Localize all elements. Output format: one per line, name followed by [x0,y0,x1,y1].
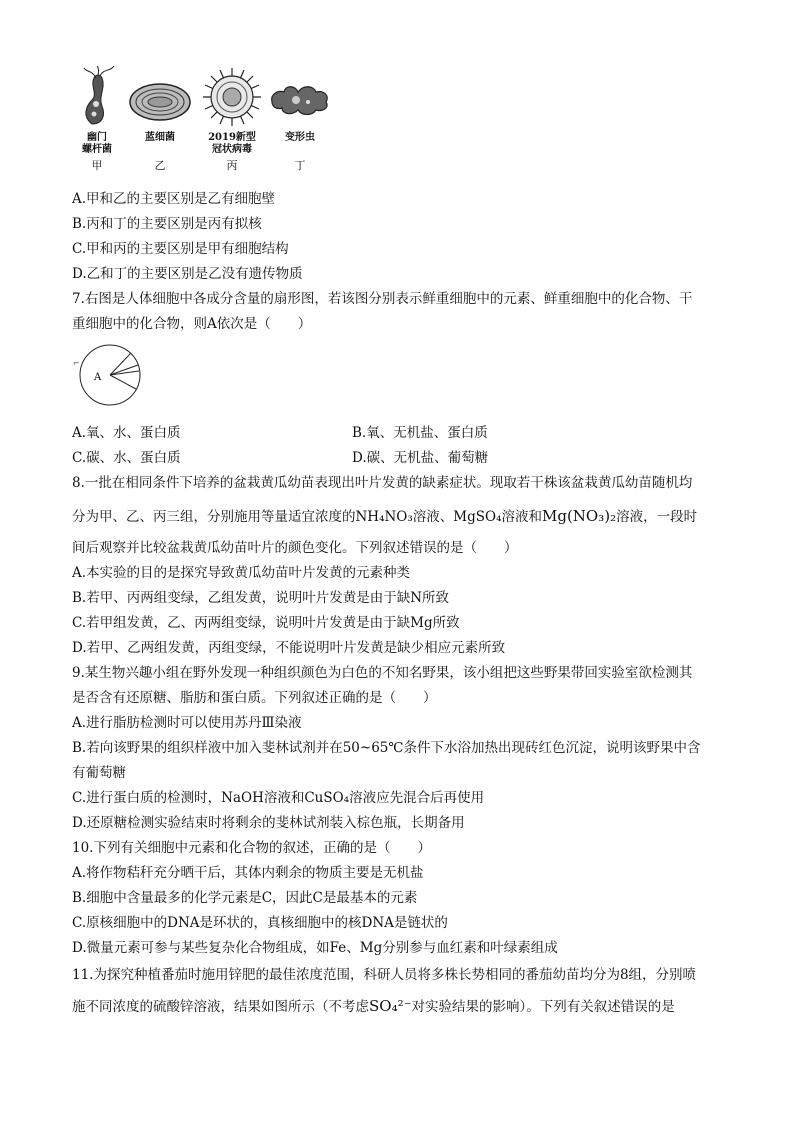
q10-option-c: C.原核细胞中的DNA是环状的，真核细胞中的核DNA是链状的 [72,915,448,931]
pie-label-a: A [94,372,102,383]
organism-bing [200,66,264,172]
q11-line2-text: 施不同浓度的硫酸锌溶液，结果如图所示（不考虑 [72,999,369,1015]
organism-label: 甲 [91,159,103,172]
q7-option-c: C.碳、水、蛋白质 [72,450,181,466]
organism-label: 丁 [294,159,306,172]
q8-line2-text-end: 溶液，一段时 [616,509,698,525]
organism-name: 2019新型 [208,132,256,143]
organism-ding [268,66,332,172]
organisms-figure [72,66,332,176]
q10-option-d: D.微量元素可参与某些复杂化合物组成，如Fe、Mg分别参与血红素和叶绿素组成 [72,940,558,956]
organism-name: 螺杆菌 [82,144,112,155]
q9-option-a: A.进行脂肪检测时可以使用苏丹Ⅲ染液 [72,715,302,731]
q7-option-b: B.氧、无机盐、蛋白质 [352,425,488,441]
q9-line2: 是否含有还原糖、脂肪和蛋白质。下列叙述正确的是（ ） [72,690,437,706]
organism-name: 幽门 [87,132,107,143]
q8-line2 [72,507,697,526]
cyanobacterium-icon [128,66,192,128]
q6-option-b: B.丙和丁的主要区别是丙有拟核 [72,216,262,232]
q8-option-b: B.若甲、丙两组变绿，乙组发黄，说明叶片发黄是由于缺N所致 [72,590,450,606]
q9-option-b: B.若向该野果的组织样液中加入斐林试剂并在50~65℃条件下水浴加热出现砖红色沉淀，说明该野果中含 [72,740,701,756]
q10-option-a: A.将作物秸秆充分晒干后，其体内剩余的物质主要是无机盐 [72,865,424,881]
organism-name: 变形虫 [285,132,315,143]
q11-line2 [72,997,675,1016]
pie-chart [72,344,152,406]
q8-line3: 间后观察并比较盆栽黄瓜幼苗叶片的颜色变化。下列叙述错误的是（ ） [72,540,518,556]
q7-option-d: D.碳、无机盐、葡萄糖 [352,450,489,466]
organism-yi [128,66,192,172]
amoeba-icon [268,66,332,128]
organism-label: 乙 [154,159,166,172]
pie-left-mark: ⌐ [73,359,80,368]
organism-name [268,144,332,156]
organism-jia [72,66,122,172]
q10-option-b: B.细胞中含量最多的化学元素是C，因此C是最基本的元素 [72,890,418,906]
q11-line1: 11.为探究种植番茄时施用锌肥的最佳浓度范围，科研人员将多株长势相同的番茄幼苗均分为8组，分别喷 [72,967,697,983]
helicobacter-icon [72,66,122,128]
q9-option-b-cont: 有葡萄糖 [72,765,126,781]
q11-line2-text-end: 对实验结果的影响）。下列有关叙述错误的是 [411,999,675,1015]
coronavirus-icon [200,66,264,128]
q7-option-a: A.氧、水、蛋白质 [72,425,181,441]
q6-option-d: D.乙和丁的主要区别是乙没有遗传物质 [72,266,303,282]
q9-option-d: D.还原糖检测实验结束时将剩余的斐林试剂装入棕色瓶，长期备用 [72,815,465,831]
organism-name: 冠状病毒 [212,144,252,155]
q8-line1: 8.一批在相同条件下培养的盆栽黄瓜幼苗表现出叶片发黄的缺素症状。现取若干株该盆栽黄瓜幼苗随机均 [72,475,693,491]
organism-name: 蓝细菌 [145,132,175,143]
organism-label: 丙 [226,159,238,172]
q6-option-c: C.甲和丙的主要区别是甲有细胞结构 [72,241,289,257]
sulfate-ion-formula: SO₄²⁻ [369,997,412,1015]
q8-option-a: A.本实验的目的是探究导致黄瓜幼苗叶片发黄的元素种类 [72,565,411,581]
q6-option-a: A.甲和乙的主要区别是乙有细胞壁 [72,191,276,207]
q8-option-c: C.若甲组发黄，乙、丙两组变绿，说明叶片发黄是由于缺Mg所致 [72,615,460,631]
q7-stem: 7.右图是人体细胞中各成分含量的扇形图，若该图分别表示鲜重细胞中的元素、鲜重细胞中的化合物、干 [72,291,693,307]
q10-stem: 10.下列有关细胞中元素和化合物的叙述，正确的是（ ） [72,840,431,856]
q8-line2-text: 分为甲、乙、丙三组，分别施用等量适宜浓度的NH₄NO₃溶液、MgSO₄溶液和 [72,509,542,525]
q9-option-c: C.进行蛋白质的检测时，NaOH溶液和CuSO₄溶液应先混合后再使用 [72,790,485,806]
q9-line1: 9.某生物兴趣小组在野外发现一种组织颜色为白色的不知名野果，该小组把这些野果带回实验室欲检测其 [72,665,693,681]
q8-option-d: D.若甲、乙两组发黄，丙组变绿，不能说明叶片发黄是缺少相应元素所致 [72,640,506,656]
mg-nitrate-formula: Mg(NO₃)₂ [541,507,617,525]
q7-stem-cont: 重细胞中的化合物，则A依次是（ ） [72,316,312,332]
pie-chart-figure [72,344,152,406]
organism-name [128,144,192,156]
